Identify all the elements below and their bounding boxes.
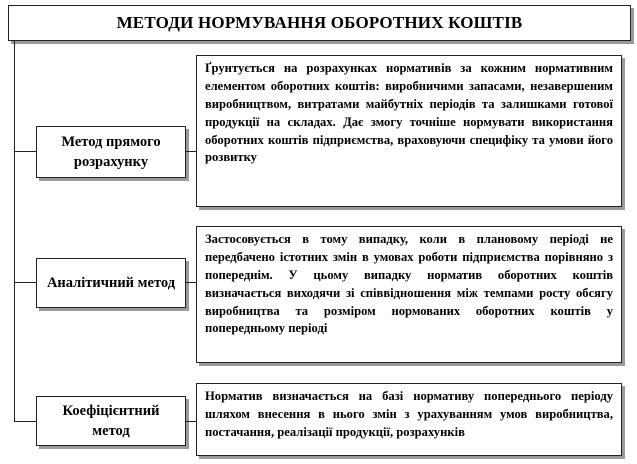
method-box-analytical: Аналітичний метод: [36, 258, 186, 308]
branch-connector-2: [14, 282, 36, 283]
diagram-title: МЕТОДИ НОРМУВАННЯ ОБОРОТНИХ КОШТІВ: [8, 5, 631, 41]
method-box-coefficient: Коефіцієнтний метод: [36, 396, 186, 446]
link-connector-2: [186, 282, 196, 283]
description-box-direct-calculation: Ґрунтується на розрахунках нормативів за кожним нормативним елементом оборотних коштів: виробничими запасами, незавершеним виробництвом, витратами майбутніх періодів та залишками готової продукції на складах. Дає змогу точніше нормувати використання оборотних коштів підприємства, враховуючи специфіку та умови його розвитку: [196, 55, 622, 207]
branch-connector-1: [14, 151, 36, 152]
description-box-analytical: Застосовується в тому випадку, коли в плановому періоді не передбачено істотних змін в умовах роботи підприємства порівняно з попереднім. У цьому випадку норматив оборотних коштів визначається виходячи зі співвідношення між темпами росту обсягу виробництва та розміром нормованих оборотних коштів у попередньому періоді: [196, 226, 622, 363]
trunk-connector-line: [14, 41, 15, 421]
link-connector-3: [186, 421, 196, 422]
description-box-coefficient: Норматив визначається на базі нормативу попереднього періоду шляхом внесення в нього змін з урахуванням умов виробництва, постачання, реалізації продукції, розрахунків: [196, 383, 622, 456]
branch-connector-3: [14, 421, 36, 422]
method-box-direct-calculation: Метод прямого розрахунку: [36, 126, 186, 178]
link-connector-1: [186, 151, 196, 152]
